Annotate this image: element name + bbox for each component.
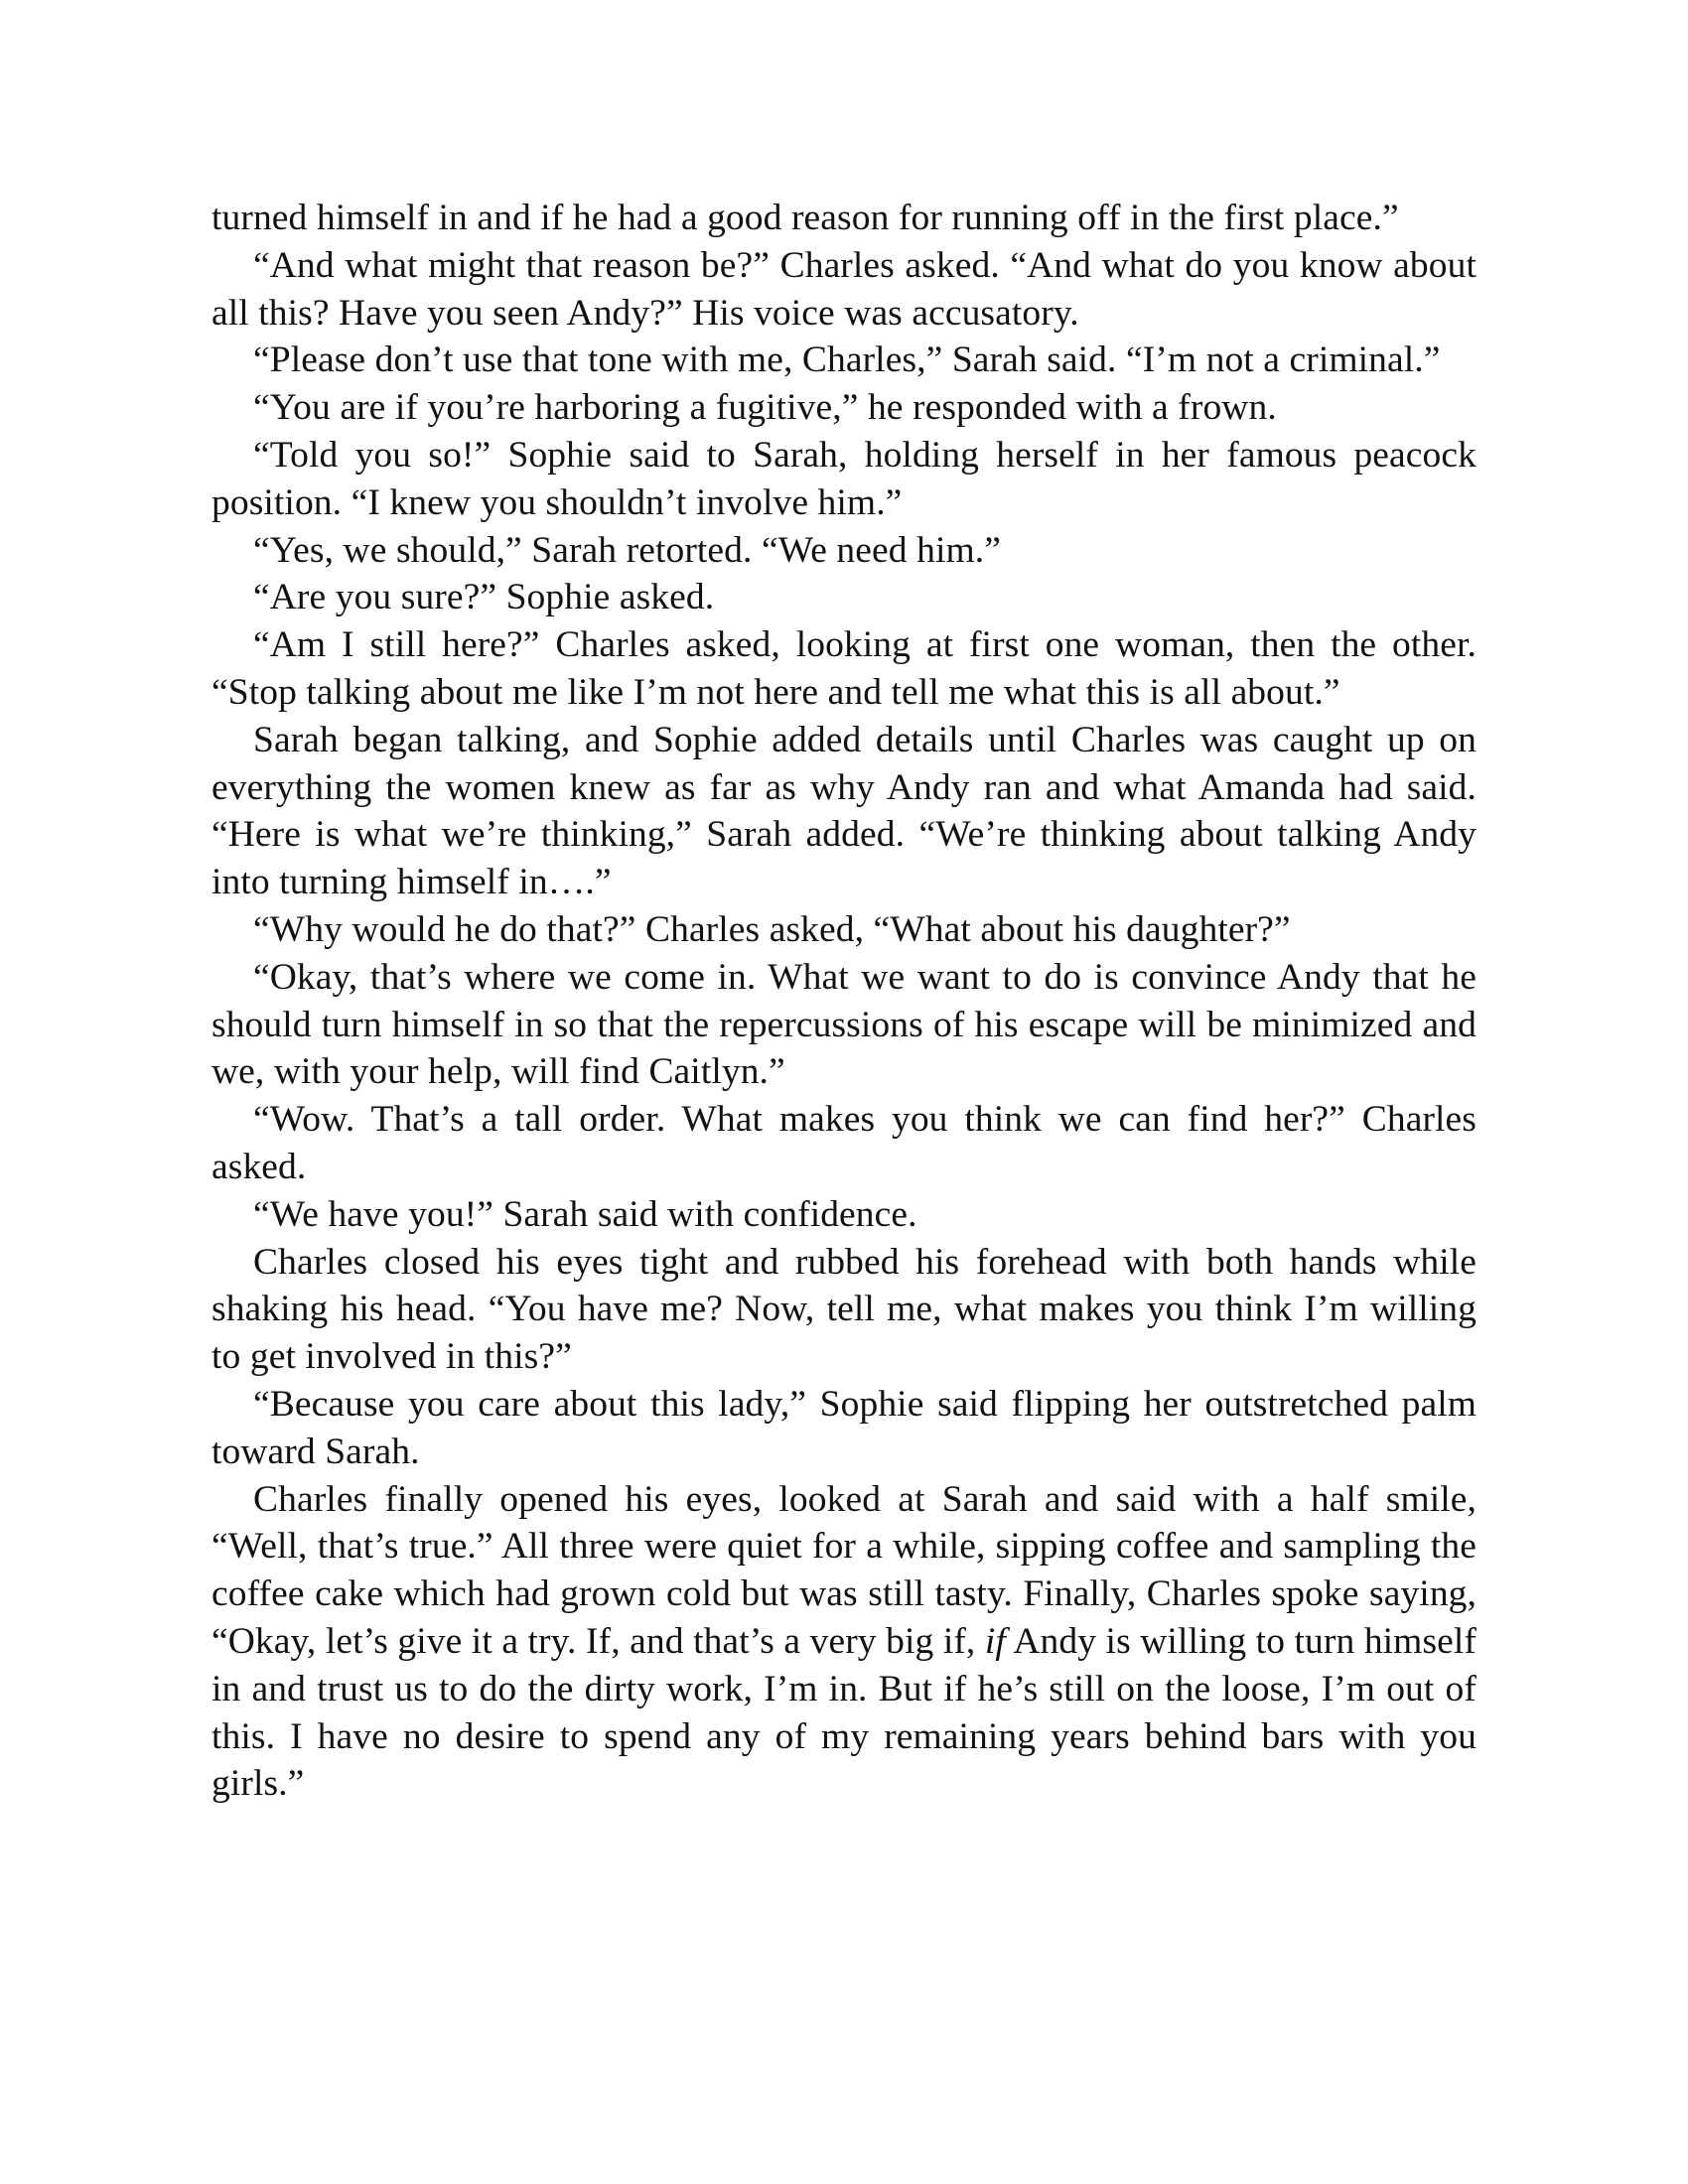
paragraph: “Yes, we should,” Sarah retorted. “We need him.” <box>253 529 1001 571</box>
paragraph: “We have you!” Sarah said with confidence. <box>253 1193 917 1235</box>
final-paragraph-text-end: Andy is willing to turn himself in and trust us to do the dirty work, I’m in. But if he’s still on the loose, I’m out of this. I have no desire to spend any of my remaining years behind bars with you girls.” <box>211 1620 1477 1805</box>
paragraph: turned himself in and if he had a good reason for running off in the first place.” <box>211 198 1399 238</box>
paragraph: “Told you so!” Sophie said to Sarah, holding herself in her famous peacock position. “I knew you shouldn’t involve him.” <box>211 434 1477 523</box>
paragraph: “You are if you’re harboring a fugitive,” he responded with a frown. <box>253 387 1277 429</box>
paragraph: “Wow. That’s a tall order. What makes you think we can find her?” Charles asked. <box>211 1099 1477 1187</box>
paragraph: “Because you care about this lady,” Sophie said flipping her outstretched palm toward Sarah. <box>211 1383 1477 1472</box>
paragraph: “Okay, that’s where we come in. What we want to do is convince Andy that he should turn himself in so that the repercussions of his escape will be minimized and we, with your help, will find Caitlyn.” <box>211 956 1477 1093</box>
page-body <box>211 195 1477 1808</box>
final-paragraph-text-start: Charles finally opened his eyes, looked at Sarah and said with a half smile, “Well, that’s true.” All three were quiet for a while, sipping coffee and sampling the coffee cake which had grown cold but was still tasty. Finally, Charles spoke saying, “Okay, let’s give it a try. If, and that’s a very big if, <box>211 1478 1477 1662</box>
paragraph: Sarah began talking, and Sophie added details until Charles was caught up on everything the women knew as far as why Andy ran and what Amanda had said. “Here is what we’re thinking,” Sarah added. “We’re thinking about talking Andy into turning himself in….” <box>211 719 1477 903</box>
paragraph: Charles closed his eyes tight and rubbed his forehead with both hands while shaking his head. “You have me? Now, tell me, what makes you think I’m willing to get involved in this?” <box>211 1241 1477 1378</box>
paragraph: “Why would he do that?” Charles asked, “What about his daughter?” <box>253 908 1291 950</box>
paragraph: “And what might that reason be?” Charles asked. “And what do you know about all this? Have you seen Andy?” His voice was accusatory. <box>211 244 1477 334</box>
final-paragraph <box>211 1476 1477 1809</box>
italic-emphasis: if <box>984 1620 1006 1662</box>
paragraph: “Please don’t use that tone with me, Charles,” Sarah said. “I’m not a criminal.” <box>253 340 1441 381</box>
paragraph: “Am I still here?” Charles asked, looking at first one woman, then the other. “Stop talking about me like I’m not here and tell me what this is all about.” <box>211 624 1477 713</box>
paragraph: “Are you sure?” Sophie asked. <box>253 577 715 618</box>
